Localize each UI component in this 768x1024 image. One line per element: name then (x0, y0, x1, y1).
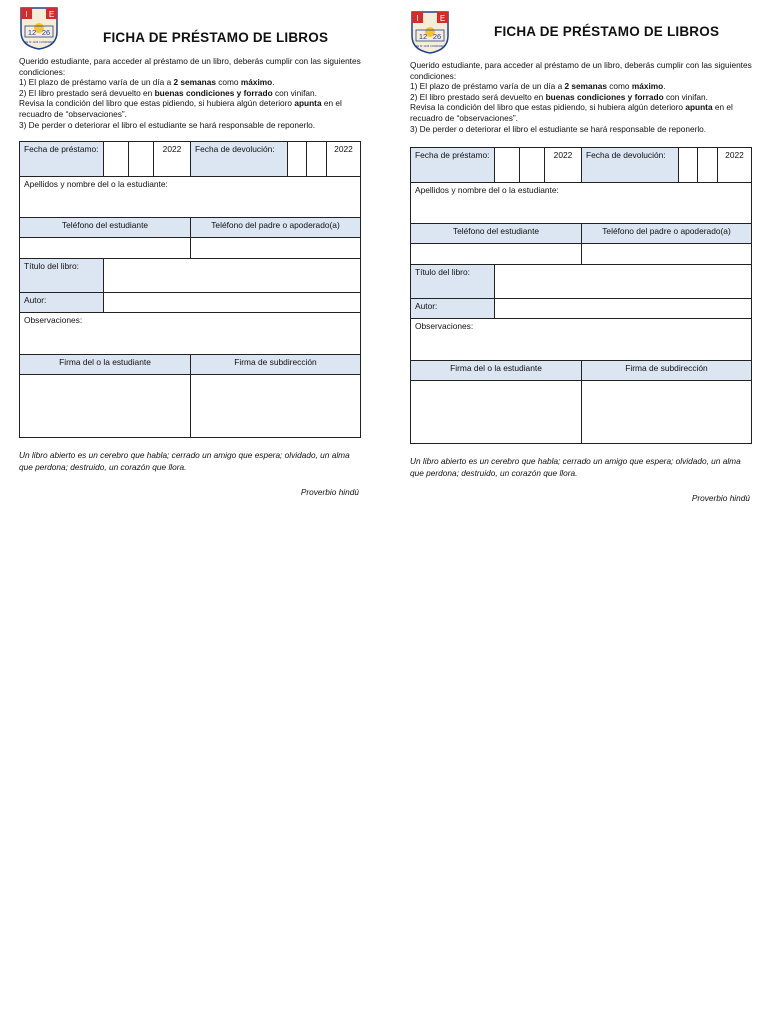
observations-field[interactable]: Observaciones: (20, 313, 361, 355)
instructions (410, 60, 752, 134)
loan-date-label: Fecha de préstamo: (20, 142, 104, 177)
loan-form-right (410, 10, 752, 503)
author-label: Autor: (411, 299, 495, 319)
logo-letter-e: E (439, 14, 446, 23)
form-title: FICHA DE PRÉSTAMO DE LIBROS (494, 24, 720, 39)
author-field[interactable] (104, 293, 361, 313)
quote: Un libro abierto es un cerebro que habla; cerrado un amigo que espera; olvidado, un alma que perdona; destruido, un corazón que llora. (410, 456, 741, 478)
return-day-cell[interactable] (288, 142, 307, 177)
loan-form-left (19, 6, 361, 497)
condition-1: 1) El plazo de préstamo varía de un día a 2 semanas como máximo. (19, 77, 275, 88)
subdirection-signature-label: Firma de subdirección (582, 361, 752, 381)
book-title-field[interactable] (495, 265, 752, 299)
logo-number-left: 12 (27, 28, 37, 37)
loan-month-cell[interactable] (129, 142, 154, 177)
condition-3: 3) De perder o deteriorar el libro el estudiante se hará responsable de reponerlo. (410, 123, 707, 134)
book-title-label: Título del libro: (20, 259, 104, 293)
loan-month-cell[interactable] (520, 148, 545, 183)
logo-letter-e: E (48, 10, 55, 19)
parent-phone-label: Teléfono del padre o apoderado(a) (191, 218, 361, 238)
student-phone-field[interactable] (411, 244, 582, 265)
quote-author: Proverbio hindú (300, 487, 359, 498)
condition-1: 1) El plazo de préstamo varía de un día a 2 semanas como máximo. (410, 81, 666, 92)
student-signature-label: Firma del o la estudiante (20, 355, 191, 375)
observations-field[interactable]: Observaciones: (411, 319, 752, 361)
quote-author: Proverbio hindú (691, 493, 750, 504)
parent-phone-label: Teléfono del padre o apoderado(a) (582, 224, 752, 244)
loan-year-cell: 2022 (154, 142, 191, 177)
student-signature-label: Firma del o la estudiante (411, 361, 582, 381)
loan-day-cell[interactable] (495, 148, 520, 183)
logo-caption: IEE Nº 1226 CONDORES (24, 41, 54, 44)
form-header (19, 6, 361, 54)
school-logo-icon (19, 6, 59, 50)
return-day-cell[interactable] (679, 148, 698, 183)
student-name-field[interactable]: Apellidos y nombre del o la estudiante: (20, 177, 361, 218)
student-phone-label: Teléfono del estudiante (20, 218, 191, 238)
form-header (410, 10, 752, 58)
logo-number-right: 26 (432, 32, 442, 41)
book-title-field[interactable] (104, 259, 361, 293)
review-note: Revisa la condición del libro que estas pidiendo, si hubiera algún deterioro apunta en el recuadro de “observaciones”. (410, 102, 733, 123)
logo-letter-i: I (416, 14, 419, 23)
school-logo-icon (410, 10, 450, 54)
return-date-label: Fecha de devolución: (191, 142, 288, 177)
author-label: Autor: (20, 293, 104, 313)
instructions-intro: Querido estudiante, para acceder al préstamo de un libro, deberás cumplir con las siguientes condiciones: (410, 60, 752, 81)
student-phone-label: Teléfono del estudiante (411, 224, 582, 244)
book-title-label: Título del libro: (411, 265, 495, 299)
review-note: Revisa la condición del libro que estas pidiendo, si hubiera algún deterioro apunta en el recuadro de “observaciones”. (19, 98, 342, 119)
parent-phone-field[interactable] (582, 244, 752, 265)
subdirection-signature-field[interactable] (582, 381, 752, 444)
student-signature-field[interactable] (411, 381, 582, 444)
condition-3: 3) De perder o deteriorar el libro el estudiante se hará responsable de reponerlo. (19, 119, 316, 130)
condition-2: 2) El libro prestado será devuelto en buenas condiciones y forrado con vinifan. (19, 87, 317, 98)
return-year-cell: 2022 (718, 148, 752, 183)
loan-table (19, 141, 361, 438)
student-name-field[interactable]: Apellidos y nombre del o la estudiante: (411, 183, 752, 224)
quote: Un libro abierto es un cerebro que habla; cerrado un amigo que espera; olvidado, un alma que perdona; destruido, un corazón que llora. (19, 450, 350, 472)
return-month-cell[interactable] (698, 148, 718, 183)
loan-day-cell[interactable] (104, 142, 129, 177)
instructions (19, 56, 361, 130)
condition-2: 2) El libro prestado será devuelto en buenas condiciones y forrado con vinifan. (410, 91, 708, 102)
return-date-label: Fecha de devolución: (582, 148, 679, 183)
loan-table (410, 147, 752, 444)
form-title: FICHA DE PRÉSTAMO DE LIBROS (103, 30, 329, 45)
loan-year-cell: 2022 (545, 148, 582, 183)
subdirection-signature-label: Firma de subdirección (191, 355, 361, 375)
student-phone-field[interactable] (20, 238, 191, 259)
student-signature-field[interactable] (20, 375, 191, 438)
logo-caption: IEE Nº 1226 CONDORES (415, 45, 445, 48)
author-field[interactable] (495, 299, 752, 319)
loan-date-label: Fecha de préstamo: (411, 148, 495, 183)
logo-number-left: 12 (418, 32, 428, 41)
return-year-cell: 2022 (327, 142, 361, 177)
instructions-intro: Querido estudiante, para acceder al préstamo de un libro, deberás cumplir con las siguientes condiciones: (19, 56, 361, 77)
logo-letter-i: I (25, 10, 28, 19)
parent-phone-field[interactable] (191, 238, 361, 259)
return-month-cell[interactable] (307, 142, 327, 177)
subdirection-signature-field[interactable] (191, 375, 361, 438)
logo-number-right: 26 (41, 28, 51, 37)
